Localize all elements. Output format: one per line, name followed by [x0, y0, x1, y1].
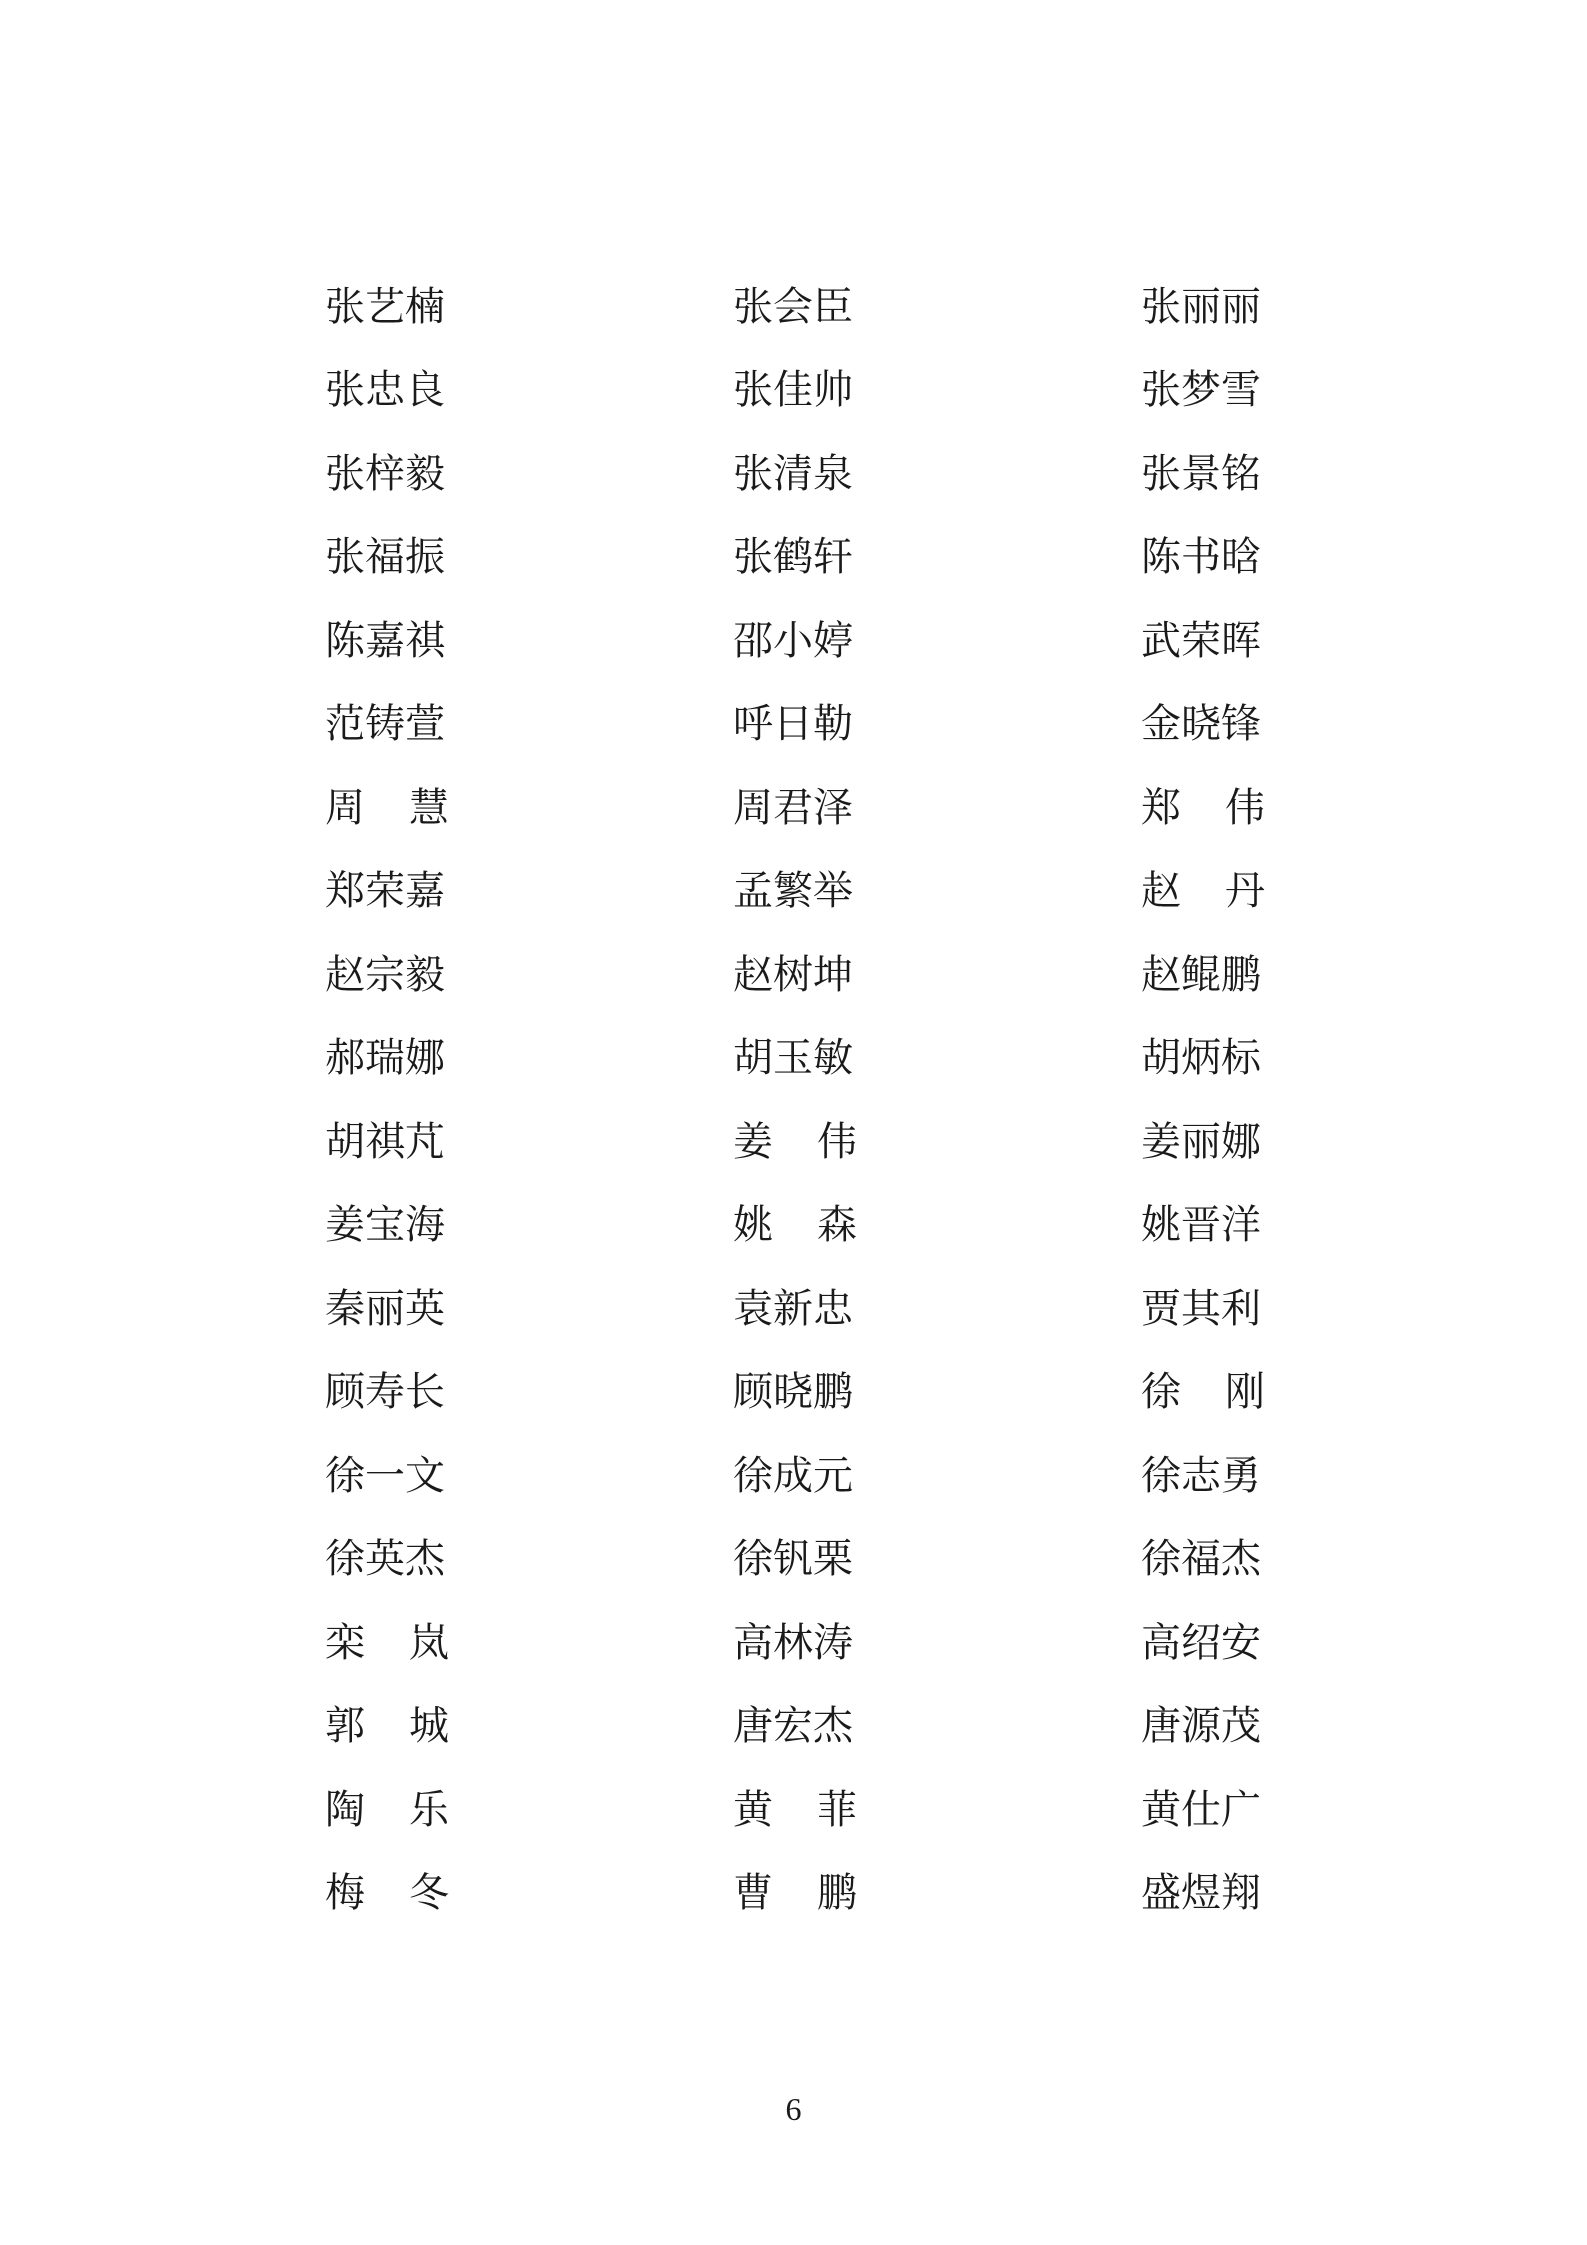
name-entry — [733, 1518, 1141, 1602]
page-number: 6 — [785, 2091, 802, 2127]
name-text: 周君泽 — [733, 784, 853, 831]
name-entry — [1141, 1768, 1325, 1852]
name-entry — [325, 1434, 733, 1518]
name-entry — [325, 683, 733, 767]
name-text: 赵鲲鹏 — [1141, 951, 1261, 998]
name-text: 顾晓鹏 — [733, 1369, 853, 1416]
name-text: 张福振 — [325, 534, 445, 581]
name-entry — [1141, 1351, 1325, 1435]
name-entry — [733, 1017, 1141, 1101]
name-entry — [733, 1768, 1141, 1852]
name-text: 高林涛 — [733, 1619, 853, 1666]
name-entry — [325, 1184, 733, 1268]
name-entry — [325, 599, 733, 683]
name-entry — [733, 1601, 1141, 1685]
name-entry — [325, 1685, 733, 1769]
name-text: 顾寿长 — [325, 1369, 445, 1416]
name-text: 张丽丽 — [1141, 283, 1261, 330]
name-text: 曹 鹏 — [733, 1870, 857, 1917]
name-text: 张清泉 — [733, 450, 853, 497]
name-text: 姜 伟 — [733, 1118, 857, 1165]
name-entry — [1141, 1184, 1325, 1268]
name-entry — [325, 1768, 733, 1852]
name-entry — [733, 1685, 1141, 1769]
name-entry — [733, 432, 1141, 516]
name-text: 黄仕广 — [1141, 1786, 1261, 1833]
name-text: 陈书晗 — [1141, 534, 1261, 581]
name-text: 范铸萱 — [325, 701, 445, 748]
name-entry — [1141, 1685, 1325, 1769]
name-entry — [733, 766, 1141, 850]
name-text: 张会臣 — [733, 283, 853, 330]
name-entry — [325, 933, 733, 1017]
name-text: 黄 菲 — [733, 1786, 857, 1833]
name-entry — [1141, 933, 1325, 1017]
name-entry — [325, 1601, 733, 1685]
name-text: 盛煜翔 — [1141, 1870, 1261, 1917]
name-entry — [733, 683, 1141, 767]
name-entry — [733, 1434, 1141, 1518]
name-entry — [325, 349, 733, 433]
name-entry — [325, 1017, 733, 1101]
name-entry — [325, 1852, 733, 1936]
name-text: 孟繁举 — [733, 868, 853, 915]
name-entry — [733, 1100, 1141, 1184]
name-entry — [1141, 432, 1325, 516]
name-entry — [733, 1267, 1141, 1351]
name-entry — [325, 1100, 733, 1184]
name-text: 高绍安 — [1141, 1619, 1261, 1666]
name-text: 张景铭 — [1141, 450, 1261, 497]
name-entry — [733, 1184, 1141, 1268]
name-text: 陈嘉祺 — [325, 617, 445, 664]
name-entry — [1141, 683, 1325, 767]
name-text: 赵宗毅 — [325, 951, 445, 998]
name-entry — [1141, 1267, 1325, 1351]
name-entry — [1141, 1100, 1325, 1184]
name-entry — [733, 850, 1141, 934]
name-text: 徐英杰 — [325, 1536, 445, 1583]
name-entry — [1141, 1518, 1325, 1602]
name-text: 梅 冬 — [325, 1870, 449, 1917]
name-text: 赵 丹 — [1141, 868, 1265, 915]
name-text: 袁新忠 — [733, 1285, 853, 1332]
name-text: 姚 森 — [733, 1202, 857, 1249]
name-text: 贾其利 — [1141, 1285, 1261, 1332]
name-text: 徐福杰 — [1141, 1536, 1261, 1583]
name-text: 张艺楠 — [325, 283, 445, 330]
name-text: 郭 城 — [325, 1703, 449, 1750]
name-entry — [733, 516, 1141, 600]
name-entry — [325, 1351, 733, 1435]
name-text: 唐宏杰 — [733, 1703, 853, 1750]
name-entry — [1141, 766, 1325, 850]
name-entry — [325, 432, 733, 516]
name-text: 徐成元 — [733, 1452, 853, 1499]
name-text: 徐一文 — [325, 1452, 445, 1499]
name-text: 胡玉敏 — [733, 1035, 853, 1082]
name-text: 姜宝海 — [325, 1202, 445, 1249]
name-entry — [1141, 599, 1325, 683]
name-entry — [325, 850, 733, 934]
name-entry — [1141, 349, 1325, 433]
name-entry — [1141, 850, 1325, 934]
name-text: 陶 乐 — [325, 1786, 449, 1833]
name-text: 金晓锋 — [1141, 701, 1261, 748]
name-entry — [1141, 516, 1325, 600]
name-entry — [1141, 1434, 1325, 1518]
name-text: 武荣晖 — [1141, 617, 1261, 664]
name-entry — [733, 1351, 1141, 1435]
name-text: 姚晋洋 — [1141, 1202, 1261, 1249]
name-entry — [733, 1852, 1141, 1936]
name-entry — [325, 1518, 733, 1602]
name-text: 赵树坤 — [733, 951, 853, 998]
name-text: 张梓毅 — [325, 450, 445, 497]
name-entry — [325, 265, 733, 349]
name-entry — [325, 766, 733, 850]
name-text: 徐志勇 — [1141, 1452, 1261, 1499]
name-text: 张鹤轩 — [733, 534, 853, 581]
name-text: 邵小婷 — [733, 617, 853, 664]
name-entry — [733, 349, 1141, 433]
name-text: 栾 岚 — [325, 1619, 449, 1666]
name-entry — [733, 599, 1141, 683]
name-text: 姜丽娜 — [1141, 1118, 1261, 1165]
name-text: 秦丽英 — [325, 1285, 445, 1332]
name-list — [325, 265, 1325, 1935]
name-text: 郑 伟 — [1141, 784, 1265, 831]
name-text: 胡祺芃 — [325, 1118, 445, 1165]
name-text: 徐 刚 — [1141, 1369, 1265, 1416]
name-entry — [1141, 265, 1325, 349]
name-text: 张梦雪 — [1141, 367, 1261, 414]
name-entry — [325, 516, 733, 600]
name-entry — [1141, 1017, 1325, 1101]
name-text: 郝瑞娜 — [325, 1035, 445, 1082]
name-text: 周 慧 — [325, 784, 449, 831]
name-text: 张忠良 — [325, 367, 445, 414]
name-entry — [1141, 1852, 1325, 1936]
name-text: 张佳帅 — [733, 367, 853, 414]
name-entry — [1141, 1601, 1325, 1685]
name-text: 郑荣嘉 — [325, 868, 445, 915]
name-entry — [733, 265, 1141, 349]
name-entry — [733, 933, 1141, 1017]
name-text: 唐源茂 — [1141, 1703, 1261, 1750]
name-text: 徐钒栗 — [733, 1536, 853, 1583]
name-text: 呼日勒 — [733, 701, 853, 748]
name-text: 胡炳标 — [1141, 1035, 1261, 1082]
name-entry — [325, 1267, 733, 1351]
